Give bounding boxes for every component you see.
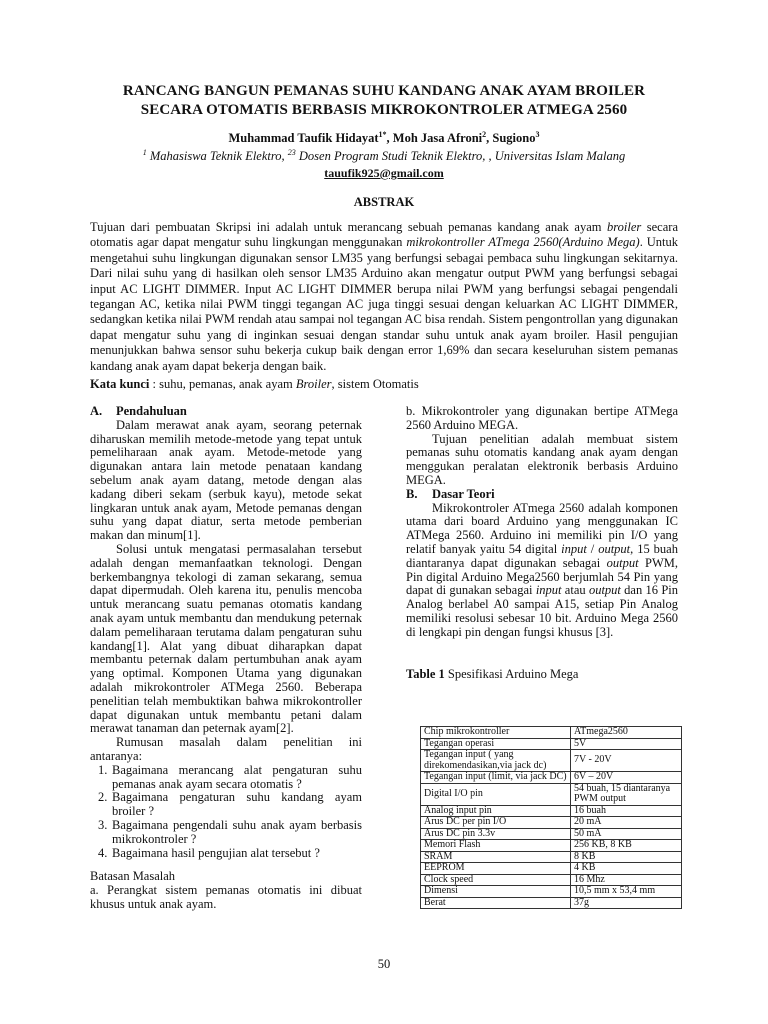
list-text: Bagaimana hasil pengujian alat tersebut ? bbox=[112, 845, 320, 860]
section-a-title: Pendahuluan bbox=[116, 404, 187, 418]
author-3-sup: 3 bbox=[535, 129, 540, 139]
table-row bbox=[421, 851, 682, 863]
spec-table bbox=[420, 726, 682, 909]
table-cell-key: Memori Flash bbox=[421, 840, 571, 852]
dasar-teori-paragraph bbox=[406, 502, 678, 640]
table-cell-key: Arus DC per pin I/O bbox=[421, 817, 571, 829]
abstract-italic: mikrokontroller ATmega 2560(Arduino Mega) bbox=[406, 235, 640, 250]
table-row bbox=[421, 828, 682, 840]
keywords-label: Kata kunci bbox=[90, 377, 150, 391]
list-item bbox=[90, 764, 362, 792]
body-italic: input bbox=[561, 541, 587, 556]
keywords-italic: Broiler bbox=[295, 377, 332, 391]
body-italic: input bbox=[535, 583, 562, 598]
table-row bbox=[421, 863, 682, 875]
body-italic: output bbox=[606, 555, 639, 570]
section-b-number: B. bbox=[406, 486, 418, 501]
table-row bbox=[421, 738, 682, 750]
abstract-heading: ABSTRAK bbox=[353, 195, 415, 209]
tujuan-paragraph: Tujuan penelitian adalah membuat sistem pemanas suhu otomatis kandang anak ayam dengan menggukan peralatan elektronik berbasis Arduino MEGA. bbox=[406, 431, 678, 487]
section-a-heading bbox=[90, 405, 362, 419]
table-caption-label: Table 1 bbox=[406, 667, 445, 681]
table-cell-key: Tegangan input ( yang direkomendasikan,via jack dc) bbox=[421, 750, 571, 772]
table-cell-value: 37g bbox=[571, 897, 682, 909]
keywords-text: : suhu, pemanas, anak ayam bbox=[149, 377, 296, 391]
body-text: , 15 buah diantaranya dapat digunakan sebagai bbox=[406, 541, 678, 570]
table-cell-value: 10,5 mm x 53,4 mm bbox=[571, 886, 682, 898]
table-cell-value: 16 Mhz bbox=[571, 874, 682, 886]
table-row bbox=[421, 727, 682, 739]
author-3: , Sugiono bbox=[486, 131, 536, 145]
table-cell-value: 8 KB bbox=[571, 851, 682, 863]
list-item bbox=[90, 819, 362, 847]
batasan-item-b: b. Mikrokontroler yang digunakan bertipe ATMega 2560 Arduino MEGA. bbox=[406, 404, 678, 432]
table-cell-value: 20 mA bbox=[571, 817, 682, 829]
table-row bbox=[421, 750, 682, 772]
affil-text-2: Dosen Program Studi Teknik Elektro, , Universitas Islam Malang bbox=[295, 149, 626, 163]
research-questions-list bbox=[90, 764, 362, 861]
page-number: 50 bbox=[377, 957, 391, 971]
batasan-heading: Batasan Masalah bbox=[90, 869, 176, 884]
author-email bbox=[60, 165, 708, 181]
body-text: PWM, Pin digital Arduino Mega2560 berjumlah 54 Pin yang dapat di gunakan sebagai bbox=[406, 555, 678, 598]
table-cell-key: SRAM bbox=[421, 851, 571, 863]
table-caption bbox=[406, 667, 578, 682]
table-row bbox=[421, 772, 682, 784]
table-cell-key: Arus DC pin 3.3v bbox=[421, 828, 571, 840]
list-text: Bagaimana merancang alat pengaturan suhu pemanas anak ayam secara otomatis ? bbox=[112, 762, 362, 791]
intro-paragraph-2: Solusi untuk mengatasi permasalahan tersebut adalah dengan memanfaatkan teknologi. Dengan berkembangnya tekologi di zaman sekarang, semua dapat dipermudah. Oleh karena itu, penulis mencoba untuk merancang suatu pemanas otomatis kandang anak ayam untuk membantu dan mendukung peternak dalam pemeliharaan terutama dalam pengaturan suhu kandang[1]. Alat yang dibuat diharapkan dapat membantu peternak dalam pertumbuhan anak ayam yang optimal. Komponen Utama yang digunakan adalah mikrokontroler ATMega 2560. Beberapa penelitian telah membuktikan bahwa mikrokontroller dapat digunakan untuk membantu petani dalam merawat tanaman dan peternak ayam[2]. bbox=[90, 541, 362, 736]
abstract-body bbox=[90, 220, 678, 374]
author-2-sup: 2 bbox=[482, 129, 487, 139]
table-cell-key: EEPROM bbox=[421, 863, 571, 875]
table-cell-value: 256 KB, 8 KB bbox=[571, 840, 682, 852]
intro-paragraph-1: Dalam merawat anak ayam, seorang peternak diharuskan memilih metode-metode yang tepat untuk pemeliharaan anak ayam. Metode-metode yang digunakan antara lain metode penataan kandang sebelum anak ayam datang, metode dengan alas kadang diberi sekam (serbuk kayu), metode sekat lingkaran untuk anak ayam, Metode pemanas dengan suhu yang dapat diatur, serta metode pemberian makan dan minum[1]. bbox=[90, 417, 362, 543]
list-item bbox=[90, 791, 362, 819]
table-cell-value: 50 mA bbox=[571, 828, 682, 840]
abstract-text: Tujuan dari pembuatan Skripsi ini adalah untuk merancang sebuah pemanas kandang anak ayam bbox=[90, 220, 607, 234]
affil-sup-1: 1 bbox=[142, 147, 147, 157]
table-cell-key: Tegangan operasi bbox=[421, 738, 571, 750]
table-row bbox=[421, 817, 682, 829]
list-number: 4. bbox=[98, 845, 108, 860]
table-row bbox=[421, 886, 682, 898]
body-text: dan 16 Pin Analog berlabel A0 sampai A15, setiap Pin Analog memiliki resolusi sebesar 10 bit. Arduino Mega 2560 di lengkapi pin dengan fungsi khusus [3]. bbox=[406, 583, 678, 639]
title-line-2: SECARA OTOMATIS BERBASIS MIKROKONTROLER ATMEGA 2560 bbox=[140, 102, 628, 118]
author-list bbox=[60, 130, 708, 146]
list-number: 1. bbox=[98, 762, 108, 777]
section-b-title: Dasar Teori bbox=[432, 486, 495, 501]
list-number: 3. bbox=[98, 817, 108, 832]
paper-title bbox=[60, 82, 708, 120]
affil-text-1: Mahasiswa Teknik Elektro, bbox=[146, 149, 288, 163]
abstract-text: . Untuk mengetahui suhu lingkungan digunakan sensor LM35 yang berfungsi sebagai pembaca suhu lingkungan sekitarnya. Dari nilai suhu yang di hasilkan oleh sensor LM35 Arduino akan mengatur output PWM yang berfungsi sebagai input AC LIGHT DIMMER. Input AC LIGHT DIMMER berupa nilai PWM yang berfungsi sebagai pengendali tegangan AC, ketika nilai PWM tinggi tegangan AC juga tinggi sesuai dengan keluarkan AC LIGHT DIMMER, sedangkan ketika nilai PWM rendah atau sampai nol tegangan AC bisa rendah. Sistem pengontrollan yang digunakan dapat mengatur suhu yang di inginkan sesuai dengan standar suhu untuk anak ayam broiler. Hasil pengujian menunjukkan bahwa sensor suhu bekerja cukup baik dengan error 1,69% dan secara keseluruhan sistem pemanas kandang anak ayam dapat bekerja dengan baik. bbox=[90, 235, 678, 373]
body-text: / bbox=[586, 541, 599, 556]
table-cell-value: 6V – 20V bbox=[571, 772, 682, 784]
author-1: Muhammad Taufik Hidayat bbox=[228, 131, 379, 145]
table-cell-value: 54 buah, 15 diantaranya PWM output bbox=[571, 783, 682, 805]
keywords-text: , sistem Otomatis bbox=[331, 377, 419, 391]
section-a-number: A. bbox=[90, 404, 103, 418]
table-row bbox=[421, 874, 682, 886]
body-italic: output bbox=[598, 541, 631, 556]
table-cell-key: Analog input pin bbox=[421, 805, 571, 817]
affil-sup-2: 23 bbox=[287, 147, 296, 157]
list-text: Bagaimana pengendali suhu anak ayam berbasis mikrokontroler ? bbox=[112, 817, 362, 846]
table-cell-value: 7V - 20V bbox=[571, 750, 682, 772]
title-line-1: RANCANG BANGUN PEMANAS SUHU KANDANG ANAK AYAM BROILER bbox=[122, 83, 646, 99]
abstract-paragraph bbox=[90, 220, 678, 374]
table-cell-key: Chip mikrokontroller bbox=[421, 727, 571, 739]
author-1-sup: 1* bbox=[378, 129, 387, 139]
table-row bbox=[421, 897, 682, 909]
table-cell-key: Digital I/O pin bbox=[421, 783, 571, 805]
email-link[interactable]: tauufik925@gmail.com bbox=[324, 166, 444, 180]
intro-paragraph-3: Rumusan masalah dalam penelitian ini antaranya: bbox=[90, 735, 362, 763]
table-cell-key: Clock speed bbox=[421, 874, 571, 886]
table-cell-key: Tegangan input (limit, via jack DC) bbox=[421, 772, 571, 784]
affiliation bbox=[60, 148, 708, 164]
batasan-item-a: a. Perangkat sistem pemanas otomatis ini dibuat khusus untuk anak ayam. bbox=[90, 883, 362, 911]
table-cell-value: 4 KB bbox=[571, 863, 682, 875]
body-text: atau bbox=[561, 583, 589, 598]
table-cell-value: 5V bbox=[571, 738, 682, 750]
list-text: Bagaimana pengaturan suhu kandang ayam broiler ? bbox=[112, 790, 362, 819]
table-cell-key: Dimensi bbox=[421, 886, 571, 898]
left-column bbox=[90, 405, 362, 912]
abstract-italic: broiler bbox=[606, 220, 642, 234]
table-cell-key: Berat bbox=[421, 897, 571, 909]
body-text: Mikrokontroler ATmega 2560 adalah komponen utama dari board Arduino yang menggunakan IC ATMega 2560. Arduino ini memiliki pin I/O yang relatif banyak yaitu 54 digital bbox=[406, 500, 678, 556]
table-cell-value: ATmega2560 bbox=[571, 727, 682, 739]
table-row bbox=[421, 840, 682, 852]
table-row bbox=[421, 805, 682, 817]
section-b-heading bbox=[406, 488, 678, 502]
table-row bbox=[421, 783, 682, 805]
table-cell-value: 16 buah bbox=[571, 805, 682, 817]
body-italic: output bbox=[588, 583, 621, 598]
table-caption-text: Spesifikasi Arduino Mega bbox=[444, 667, 579, 681]
keywords bbox=[90, 377, 678, 392]
abstract-text: secara otomatis agar dapat mengatur suhu lingkungan menggunakan bbox=[90, 220, 678, 250]
right-column bbox=[406, 405, 678, 640]
list-item bbox=[90, 847, 362, 861]
author-2: , Moh Jasa Afroni bbox=[386, 131, 483, 145]
list-number: 2. bbox=[98, 790, 108, 805]
